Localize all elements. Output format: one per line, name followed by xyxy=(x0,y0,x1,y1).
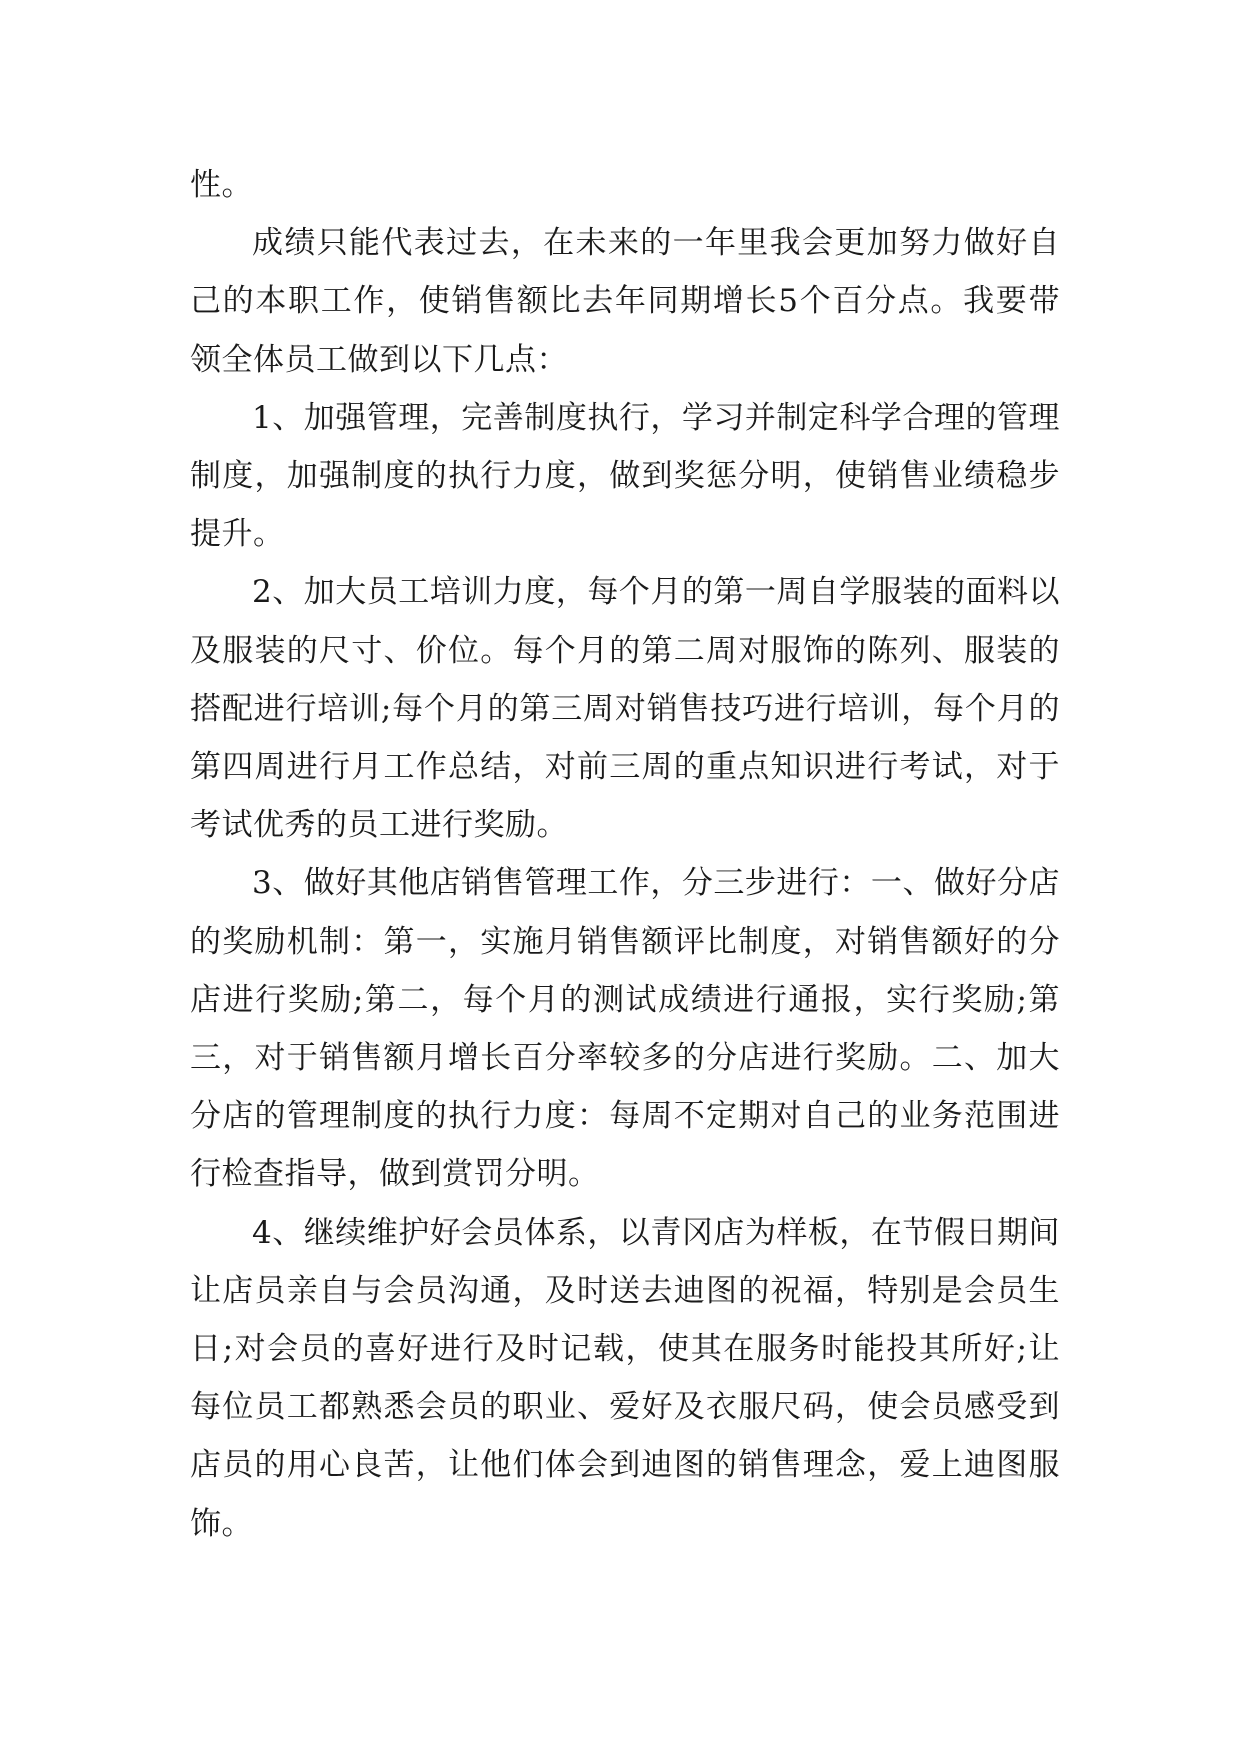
paragraph-item-3-branch-management: 3、做好其他店销售管理工作，分三步进行：一、做好分店的奖励机制：第一，实施月销售额评比制度，对销售额好的分店进行奖励;第二，每个月的测试成绩进行通报，实行奖励;第三，对于销售额月增长百分率较多的分店进行奖励。二、加大分店的管理制度的执行力度：每周不定期对自己的业务范围进行检查指导，做到赏罚分明。 xyxy=(190,865,1060,1193)
paragraph-item-1-management: 1、加强管理，完善制度执行，学习并制定科学合理的管理制度，加强制度的执行力度，做到奖惩分明，使销售业绩稳步提升。 xyxy=(190,399,1060,553)
paragraph-item-2-training: 2、加大员工培训力度，每个月的第一周自学服装的面料以及服装的尺寸、价位。每个月的第二周对服饰的陈列、服装的搭配进行培训;每个月的第三周对销售技巧进行培训，每个月的第四周进行月工作总结，对前三周的重点知识进行考试，对于考试优秀的员工进行奖励。 xyxy=(190,574,1060,844)
paragraph-future-goals: 成绩只能代表过去，在未来的一年里我会更加努力做好自己的本职工作，使销售额比去年同期增长5个百分点。我要带领全体员工做到以下几点： xyxy=(190,225,1060,378)
document-body xyxy=(190,156,1060,1553)
paragraph-item-4-membership: 4、继续维护好会员体系，以青冈店为样板，在节假日期间让店员亲自与会员沟通，及时送去迪图的祝福，特别是会员生日;对会员的喜好进行及时记载，使其在服务时能投其所好;让每位员工都熟悉会员的职业、爱好及衣服尺码，使会员感受到店员的用心良苦，让他们体会到迪图的销售理念，爱上迪图服饰。 xyxy=(190,1214,1060,1542)
paragraph-continuation: 性。 xyxy=(190,167,253,203)
